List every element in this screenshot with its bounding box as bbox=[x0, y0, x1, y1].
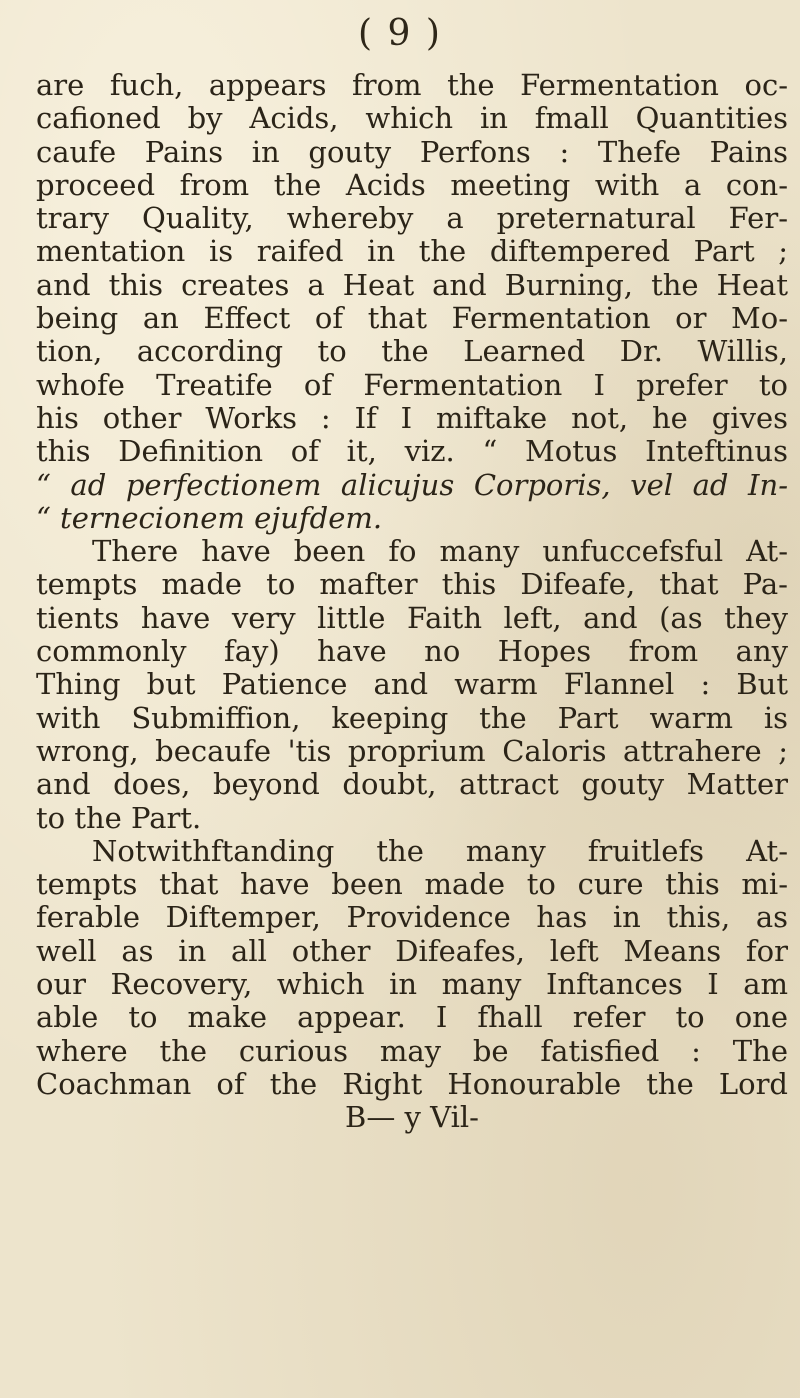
text-line: wrong, becaufe 'tis proprium Caloris attrahere ; bbox=[36, 734, 788, 768]
text-line: Thing but Patience and warm Flannel : But bbox=[36, 668, 788, 702]
text-line: tion, according to the Learned Dr. Willis, bbox=[36, 335, 788, 369]
text-line: commonly fay) have no Hopes from any bbox=[36, 635, 788, 669]
text-line: well as in all other Difeafes, left Means for bbox=[36, 934, 788, 968]
text-line: tempts that have been made to cure this mi- bbox=[36, 868, 788, 902]
text-line: with Submiffion, keeping the Part warm is bbox=[36, 701, 788, 735]
text-line: where the curious may be fatisfied : The bbox=[36, 1034, 788, 1068]
catchword-line: B— y Vil- bbox=[345, 1101, 479, 1135]
text-line: ferable Diftemper, Providence has in this, as bbox=[36, 901, 788, 935]
text-line: Coachman of the Right Honourable the Lord bbox=[36, 1067, 788, 1101]
latin-quote-line: “ ad perfectionem alicujus Corporis, vel ad In- bbox=[36, 468, 788, 502]
text-line: caufe Pains in gouty Perfons : Thefe Pains bbox=[36, 135, 788, 169]
text-line: tients have very little Faith left, and (as they bbox=[36, 601, 788, 635]
paragraph-start-line: There have been fo many unfuccefsful At- bbox=[92, 535, 788, 569]
text-line: being an Effect of that Fermentation or Mo- bbox=[36, 302, 788, 336]
paragraph-end-line: to the Part. bbox=[36, 801, 202, 835]
body-text bbox=[36, 69, 788, 1135]
text-line: mentation is raifed in the diftempered Part ; bbox=[36, 235, 788, 269]
text-line: and this creates a Heat and Burning, the Heat bbox=[36, 268, 788, 302]
text-line: tempts made to mafter this Difeafe, that Pa- bbox=[36, 568, 788, 602]
text-line: able to make appear. I fhall refer to one bbox=[36, 1001, 788, 1035]
text-line: are fuch, appears from the Fermentation oc- bbox=[36, 69, 788, 102]
text-line: cafioned by Acids, which in fmall Quantities bbox=[36, 102, 788, 136]
text-line: our Recovery, which in many Inftances I am bbox=[36, 968, 788, 1002]
paragraph-start-line: Notwithftanding the many fruitlefs At- bbox=[92, 834, 788, 868]
text-line: this Definition of it, viz. “ Motus Inteftinus bbox=[36, 435, 788, 469]
text-line: his other Works : If I miftake not, he gives bbox=[36, 401, 788, 435]
latin-quote-line: “ ternecionem ejufdem. bbox=[36, 501, 383, 535]
text-line: proceed from the Acids meeting with a con- bbox=[36, 168, 788, 202]
text-line: whofe Treatife of Fermentation I prefer to bbox=[36, 368, 788, 402]
text-line: and does, beyond doubt, attract gouty Matter bbox=[36, 768, 788, 802]
page-number: ( 9 ) bbox=[358, 13, 442, 54]
text-line: trary Quality, whereby a preternatural Fer- bbox=[36, 202, 788, 236]
